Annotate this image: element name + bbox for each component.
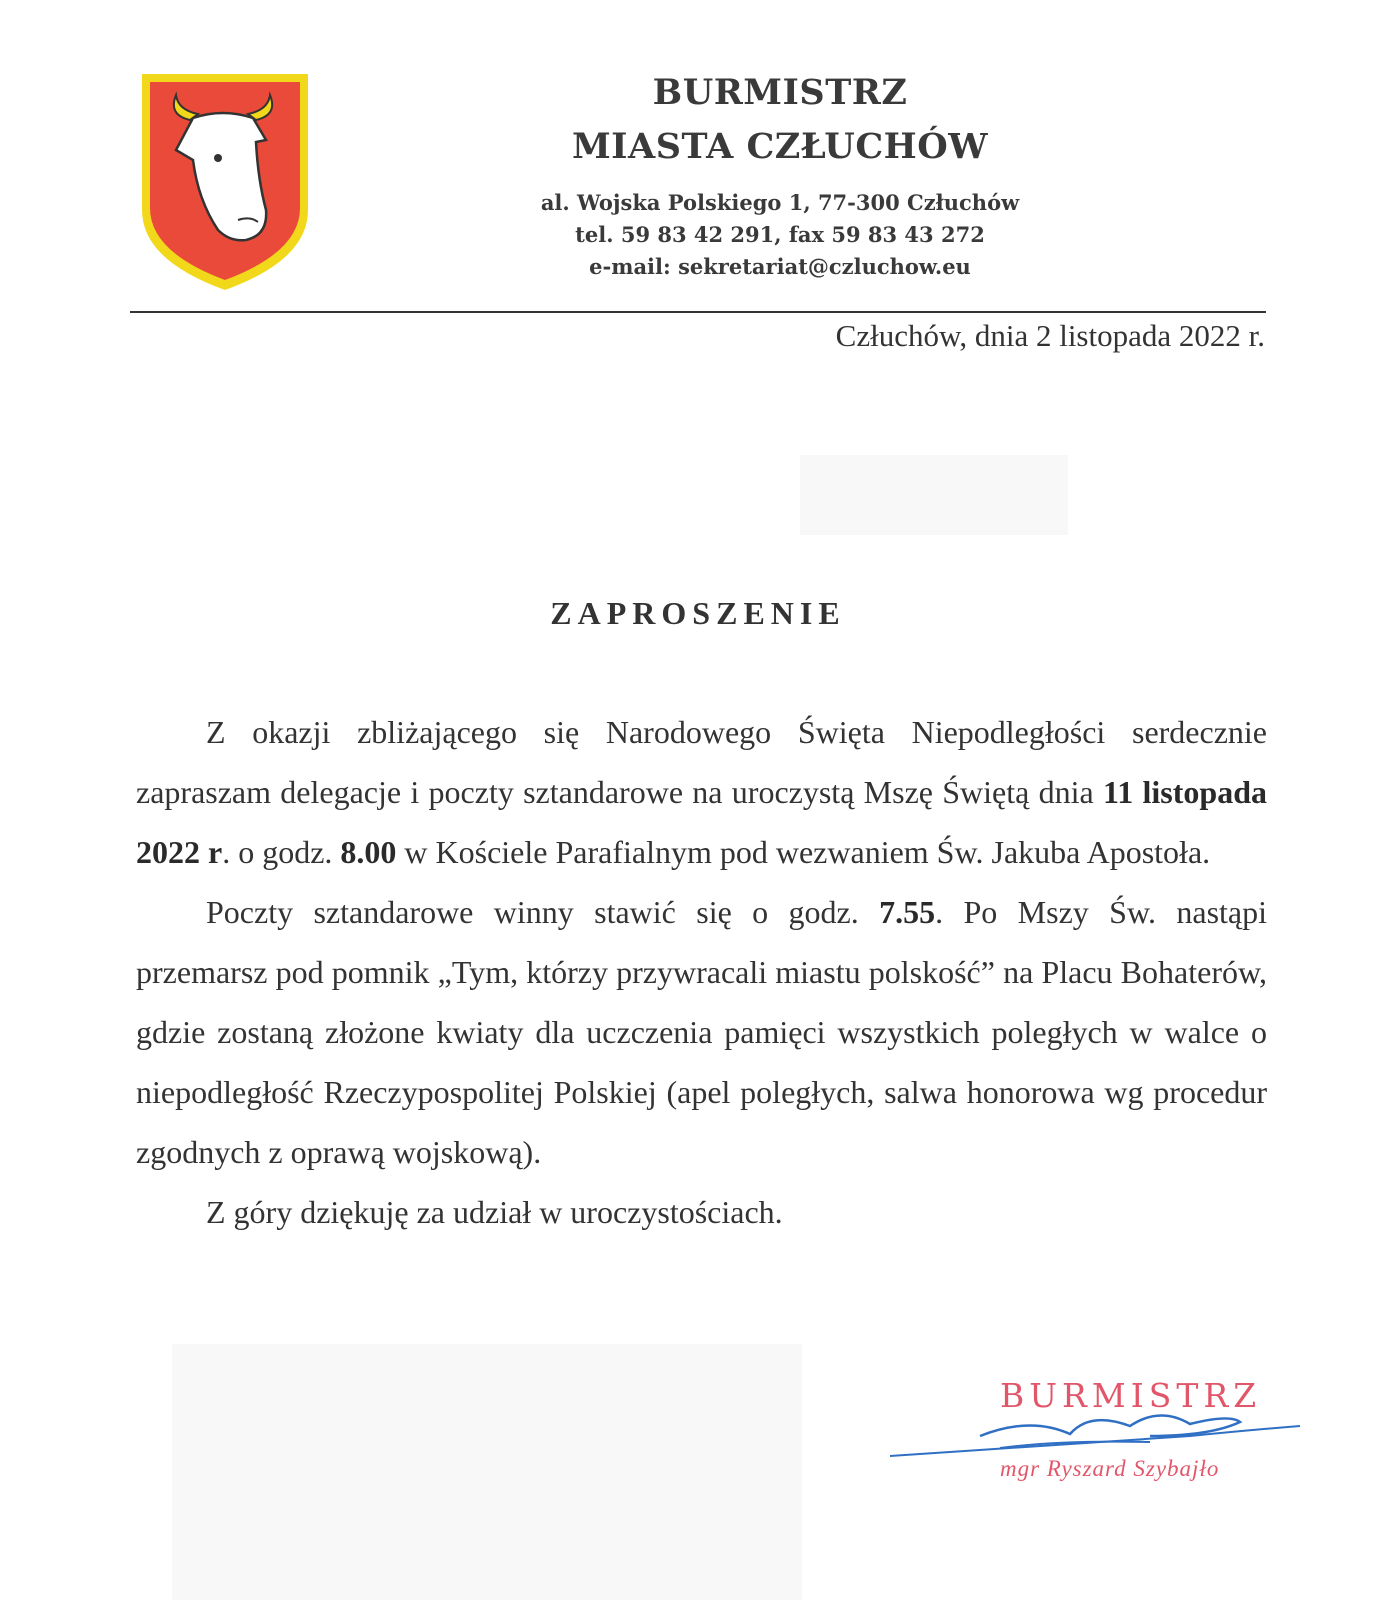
signatory-name: mgr Ryszard Szybajło [1000,1456,1220,1481]
header-title: BURMISTRZ [652,72,908,113]
paragraph-1-text: w Kościele Parafialnym pod wezwaniem Św. Jakuba Apostoła. [396,834,1211,870]
paragraph-1 [136,702,1267,882]
paragraph-2-text: Poczty sztandarowe winny stawić się o godz. [206,894,880,930]
header-email: e-mail: sekretariat@czluchow.eu [589,254,971,279]
redacted-area [172,1344,802,1600]
paragraph-1-text: Z okazji zbliżającego się Narodowego Święta Niepodległości serdecznie zapraszam delegacje i poczty sztandarowe na uroczystą Mszę Świętą dnia [136,714,1267,810]
letter-date: Człuchów, dnia 2 listopada 2022 r. [835,318,1265,353]
paragraph-3: Z góry dziękuję za udział w uroczystościach. [206,1194,783,1230]
header-phone: tel. 59 83 42 291, fax 59 83 43 272 [575,222,985,247]
paragraph-2-text: . Po Mszy Św. nastąpi przemarsz pod pomnik „Tym, którzy przywracali miastu polskość” na Placu Bohaterów, gdzie zostaną złożone kwiaty dla uczczenia pamięci wszystkich poległych w walce o niepodległość Rzeczypospolitej Polskiej (apel poległych, salwa honorowa wg procedur zgodnych z oprawą wojskową). [136,894,1268,1170]
header-divider [130,311,1266,313]
paragraph-2 [136,882,1267,1182]
redacted-area [800,455,1068,535]
paragraph-1-text: . o godz. [222,834,341,870]
event-date: 11 listopada 2022 r [136,774,1268,870]
assembly-time: 7.55 [879,894,936,930]
event-time: 8.00 [340,834,397,870]
stamp-title: BURMISTRZ [1000,1376,1262,1415]
header-subtitle: MIASTA CZŁUCHÓW [571,126,989,167]
letter-body [136,702,1267,1242]
coat-of-arms-icon [138,70,312,294]
header-address: al. Wojska Polskiego 1, 77-300 Człuchów [540,190,1020,215]
document-title: ZAPROSZENIE [550,595,846,631]
signature-stamp [890,1376,1340,1496]
